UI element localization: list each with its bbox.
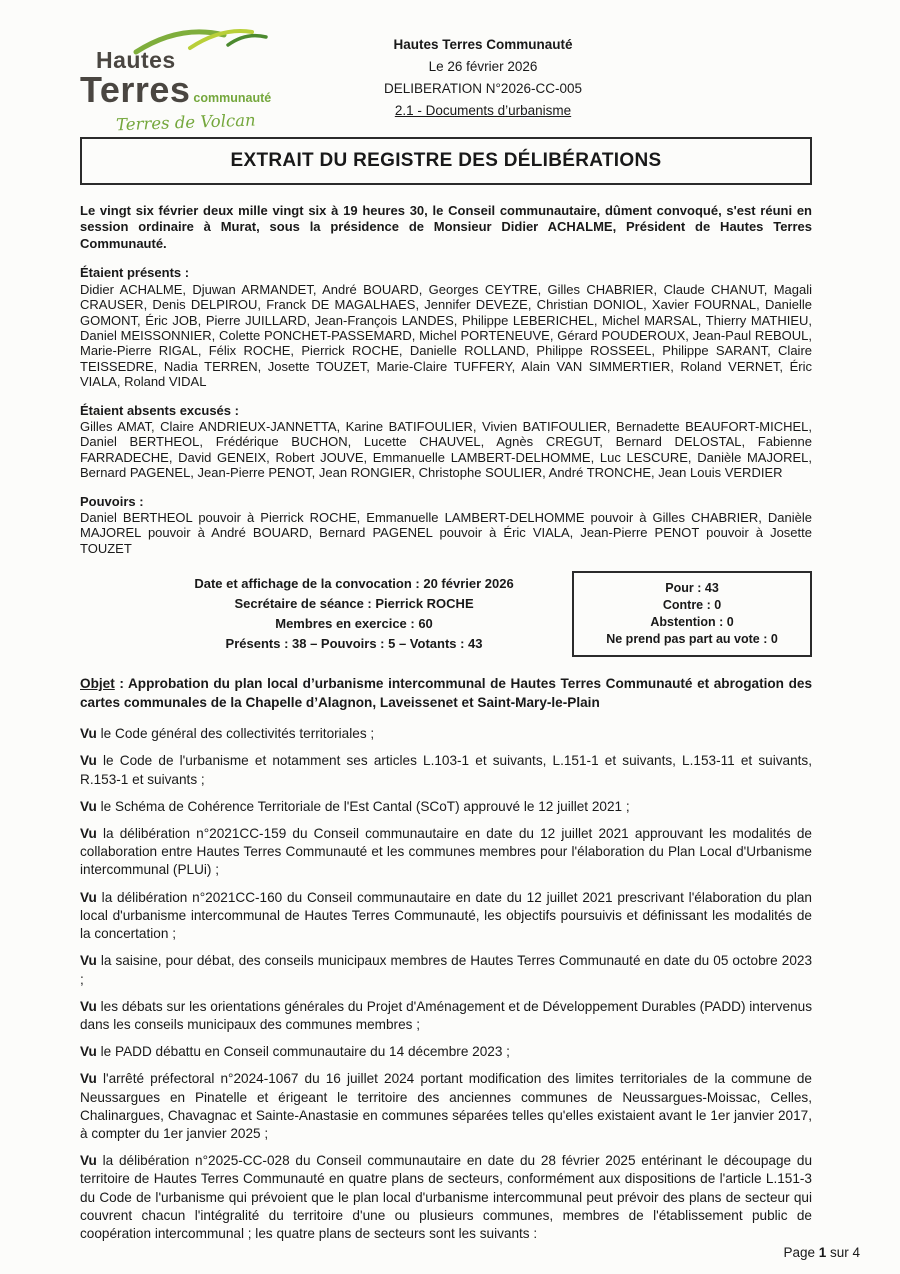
- vu-paragraph-2: [80, 752, 812, 788]
- pouvoirs-section: [80, 494, 812, 557]
- vu-lead: Vu: [80, 953, 97, 969]
- vu-paragraph-3: [80, 798, 812, 816]
- vu-text: la saisine, pour débat, des conseils municipaux membres de Hautes Terres Communauté en date du 05 octobre 2023 ;: [80, 953, 812, 987]
- logo-tagline: Terres de Volcan: [115, 110, 256, 135]
- vu-lead: Vu: [80, 1044, 97, 1060]
- vu-text: le Code de l'urbanisme et notamment ses articles L.103-1 et suivants, L.151-1 et suivants, L.153-11 et suivants, R.153-1 et suivants ;: [80, 753, 812, 787]
- membres-exercice: Membres en exercice : 60: [275, 616, 433, 632]
- vu-paragraph-4: [80, 825, 812, 880]
- page-footer: [783, 1245, 860, 1260]
- absents-names: Gilles AMAT, Claire ANDRIEUX-JANNETTA, Karine BATIFOULIER, Vivien BATIFOULIER, Bernadette BEAUFORT-MICHEL, Daniel BERTHEOL, Frédérique BUCHON, Lucette CHAUVEL, Agnès CREGUT, Bernard DELOSTAL, Fabienne FARRADECHE, David GENEIX, Robert JOUVE, Emmanuelle LAMBERT-DELHOMME, Luc LESCURE, Danièle MAJOREL, Bernard PAGENEL, Jean-Pierre PENOT, Jean RONGIER, Christophe SOULIER, André TRONCHE, Jean Louis VERDIER: [80, 419, 812, 481]
- hautes-terres-logo: [80, 22, 308, 135]
- vu-lead: Vu: [80, 798, 97, 814]
- convocation-block: [136, 574, 572, 654]
- presents-label: Étaient présents :: [80, 265, 190, 281]
- intro-paragraph: Le vingt six février deux mille vingt six à 19 heures 30, le Conseil communautaire, dûment convoqué, s'est réuni en session ordinaire à Murat, sous la présidence de Monsieur Didier ACHALME, Président de Hautes Terres Communauté.: [80, 202, 812, 251]
- header-date: Le 26 février 2026: [428, 59, 538, 74]
- vote-contre: Contre : 0: [662, 598, 722, 613]
- presents-names: Didier ACHALME, Djuwan ARMANDET, André BOUARD, Georges CEYTRE, Gilles CHABRIER, Claude CHANUT, Magali CRAUSER, Denis DELPIROU, Franck DE MAGALHAES, Jennifer DEVEZE, Christian DONIOL, Xavier FOURNAL, Danielle GOMONT, Éric JOB, Pierre JUILLARD, Jean-François LANDES, Philippe LEBERICHEL, Michel MARSAL, Thierry MATHIEU, Daniel MEISSONNIER, Colette PONCHET-PASSEMARD, Michel PORTENEUVE, Gérard POUDEROUX, Jean-Paul REBOUL, Marie-Pierre RIGAL, Félix ROCHE, Pierrick ROCHE, Danielle ROLLAND, Philippe ROSSEEL, Philippe SARANT, Claire TEISSEDRE, Nadia TERREN, Josette TOUZET, Marie-Claire TUFFERY, Alain VAN SIMMERTIER, Roland VERNET, Éric VIALA, Roland VIDAL: [80, 281, 812, 390]
- document-header: [80, 22, 812, 135]
- vu-text: le Code général des collectivités territoriales ;: [96, 726, 375, 742]
- vu-paragraph-5: [80, 889, 812, 944]
- vote-nppv: Ne prend pas part au vote : 0: [606, 632, 778, 647]
- pouvoirs-label: Pouvoirs :: [80, 493, 144, 509]
- vu-paragraph-8: [80, 1043, 812, 1061]
- absents-label: Étaient absents excusés :: [80, 402, 239, 418]
- logo-terres-text: Terres: [80, 69, 191, 111]
- vote-results-box: [572, 571, 812, 657]
- secretaire-seance: Secrétaire de séance : Pierrick ROCHE: [234, 596, 474, 612]
- objet-text: : Approbation du plan local d’urbanisme intercommunal de Hautes Terres Communauté et abrogation des cartes communales de la Chapelle d’Alagnon, Laveissenet et Saint-Mary-le-Plain: [80, 676, 812, 710]
- vu-paragraph-10: [80, 1152, 812, 1243]
- vu-text: le PADD débattu en Conseil communautaire du 14 décembre 2023 ;: [96, 1044, 510, 1060]
- footer-page-number: 1: [818, 1245, 827, 1260]
- vu-lead: Vu: [80, 753, 97, 769]
- vu-text: la délibération n°2021CC-159 du Conseil communautaire en date du 12 juillet 2021 approuvant les modalités de collaboration entre Hautes Terres Communauté et les communes membres pour l'élaboration du Plan Local d'Urbanisme intercommunal (PLUi) ;: [80, 826, 812, 878]
- header-org-name: Hautes Terres Communauté: [393, 37, 573, 52]
- footer-suffix: sur 4: [826, 1245, 860, 1260]
- vu-text: le Schéma de Cohérence Territoriale de l'Est Cantal (SCoT) approuvé le 12 juillet 2021 ;: [96, 798, 630, 814]
- vote-abstention: Abstention : 0: [650, 615, 734, 630]
- convocation-date: Date et affichage de la convocation : 20 février 2026: [194, 576, 514, 592]
- vu-lead: Vu: [80, 1153, 97, 1169]
- vote-pour: Pour : 43: [665, 581, 719, 596]
- vu-paragraph-1: [80, 725, 812, 743]
- logo-word-communaute: communauté: [193, 91, 272, 106]
- objet-label: Objet: [80, 676, 115, 692]
- presents-pouvoirs-votants: Présents : 38 – Pouvoirs : 5 – Votants : 43: [225, 636, 483, 652]
- pouvoirs-text: Daniel BERTHEOL pouvoir à Pierrick ROCHE, Emmanuelle LAMBERT-DELHOMME pouvoir à Gilles CHABRIER, Danièle MAJOREL pouvoir à André BOUARD, Bernard PAGENEL pouvoir à Éric VIALA, Jean-Pierre PENOT pouvoir à Josette TOUZET: [80, 510, 812, 556]
- title-box: [80, 137, 812, 185]
- vu-text: l'arrêté préfectoral n°2024-1067 du 16 juillet 2024 portant modification des limites territoriales de la commune de Neussargues en Pinatelle et érigeant le territoire des anciennes communes de Neussargues-Moissac, Celles, Chalinargues, Chavagnac et Sainte-Anastasie en communes séparées telles qu'elles existaient avant le 1er janvier 2017, à compter du 1er janvier 2025 ;: [80, 1071, 812, 1141]
- header-category: 2.1 - Documents d’urbanisme: [394, 103, 572, 118]
- header-meta: [328, 22, 638, 122]
- objet-paragraph: [80, 675, 812, 712]
- footer-prefix: Page: [783, 1245, 819, 1260]
- vu-lead: Vu: [80, 726, 97, 742]
- vu-paragraph-7: [80, 998, 812, 1034]
- vu-lead: Vu: [80, 826, 97, 842]
- absents-section: [80, 403, 812, 481]
- presents-section: [80, 265, 812, 389]
- vu-lead: Vu: [80, 1071, 97, 1087]
- vu-paragraph-9: [80, 1070, 812, 1143]
- header-deliberation-ref: DELIBERATION N°2026-CC-005: [384, 81, 582, 96]
- vu-lead: Vu: [80, 998, 97, 1014]
- meeting-info-row: [80, 571, 812, 657]
- vu-text: la délibération n°2021CC-160 du Conseil communautaire en date du 12 juillet 2021 prescrivant l'élaboration du plan local d'urbanisme intercommunal de Hautes Terres Communauté, les objectifs poursuivis et définissant les modalités de la concertation ;: [80, 889, 812, 942]
- logo-word-terres: [80, 69, 308, 111]
- vu-lead: Vu: [80, 889, 97, 905]
- vu-text: la délibération n°2025-CC-028 du Conseil communautaire en date du 28 février 2025 entérinant le découpage du territoire de Hautes Terres Communauté en quatre plans de secteurs, conformément aux dispositions de l'article L.151-3 du Code de l'urbanisme qui prévoient que le plan local d'urbanisme intercommunal peut prévoir des plans de secteur qui couvrent chacun l'intégralité du territoire d'une ou plusieurs communes, membres de l'établissement public de coopération intercommunal ; les quatre plans de secteurs sont les suivants :: [80, 1153, 812, 1241]
- logo-word-hautes: Hautes: [96, 47, 176, 73]
- vu-text: les débats sur les orientations générales du Projet d'Aménagement et de Développement Durables (PADD) intervenus dans les conseils municipaux des communes membres ;: [80, 998, 812, 1032]
- page-title: EXTRAIT DU REGISTRE DES DÉLIBÉRATIONS: [230, 149, 662, 171]
- vu-paragraph-6: [80, 952, 812, 988]
